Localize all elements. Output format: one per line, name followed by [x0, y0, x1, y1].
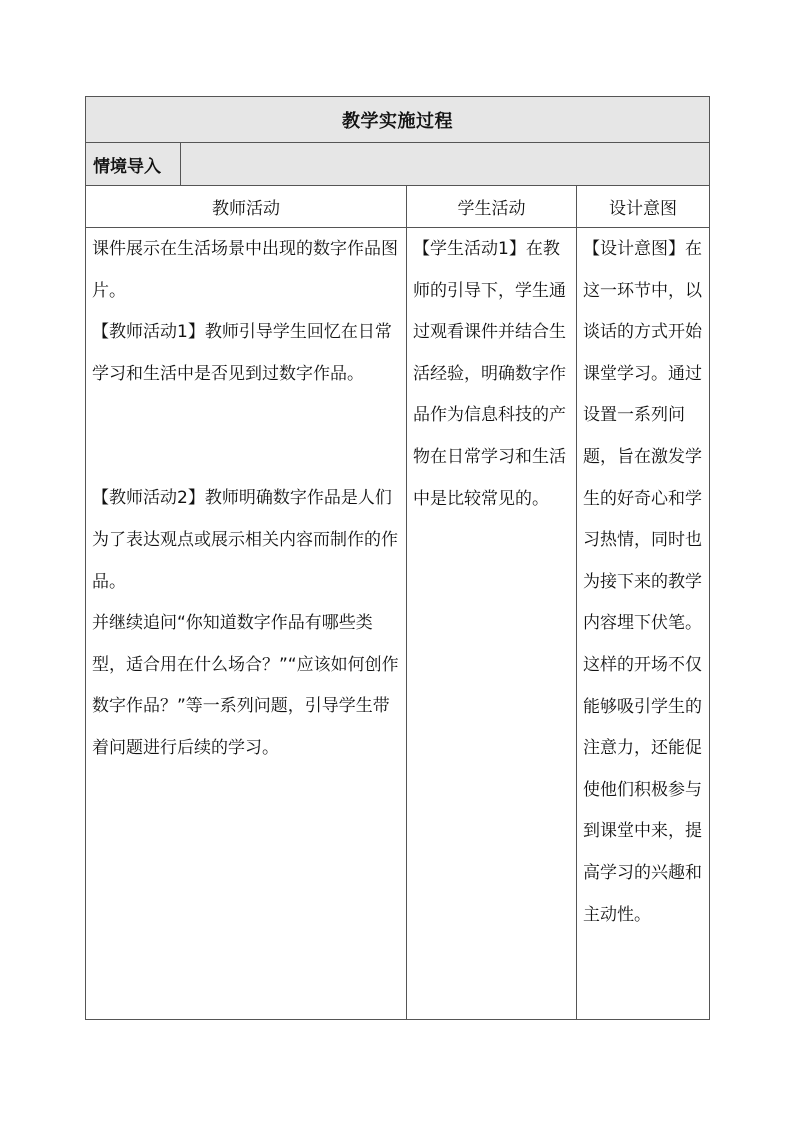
teacher-paragraph: 课件展示在生活场景中出现的数字作品图片。 [92, 239, 398, 301]
paragraph-spacer [92, 395, 401, 478]
student-activity-cell [407, 228, 577, 1020]
teaching-process-table [85, 96, 710, 1020]
teacher-activity-cell [86, 228, 407, 1020]
design-paragraph: 【设计意图】在这一环节中，以谈话的方式开始课堂学习。通过设置一系列问题，旨在激发学生的好奇心和学习热情，同时也为接下来的教学内容埋下伏笔。这样的开场不仅能够吸引学生的注意力，还能促使他们积极参与到课堂中来，提高学习的兴趣和主动性。 [583, 239, 702, 925]
header-design-intent: 设计意图 [577, 186, 710, 228]
header-teacher-activity: 教师活动 [86, 186, 407, 228]
header-student-activity: 学生活动 [407, 186, 577, 228]
design-intent-cell [577, 228, 710, 1020]
header-row [86, 186, 710, 228]
teacher-paragraph: 并继续追问“你知道数字作品有哪些类型，适合用在什么场合？”“应该如何创作数字作品？”等一系列问题，引导学生带着问题进行后续的学习。 [92, 613, 399, 758]
section-row [86, 143, 710, 186]
table-title: 教学实施过程 [86, 97, 710, 143]
title-row [86, 97, 710, 143]
teacher-paragraph: 【教师活动2】教师明确数字作品是人们为了表达观点或展示相关内容而制作的作品。 [92, 488, 398, 592]
content-row [86, 228, 710, 1020]
section-blank-cell [181, 143, 710, 186]
teacher-paragraph: 【教师活动1】教师引导学生回忆在日常学习和生活中是否见到过数字作品。 [92, 322, 392, 384]
student-paragraph: 【学生活动1】在教师的引导下，学生通过观看课件并结合生活经验，明确数字作品作为信息科技的产物在日常学习和生活中是比较常见的。 [413, 239, 566, 509]
section-label: 情境导入 [86, 143, 181, 186]
